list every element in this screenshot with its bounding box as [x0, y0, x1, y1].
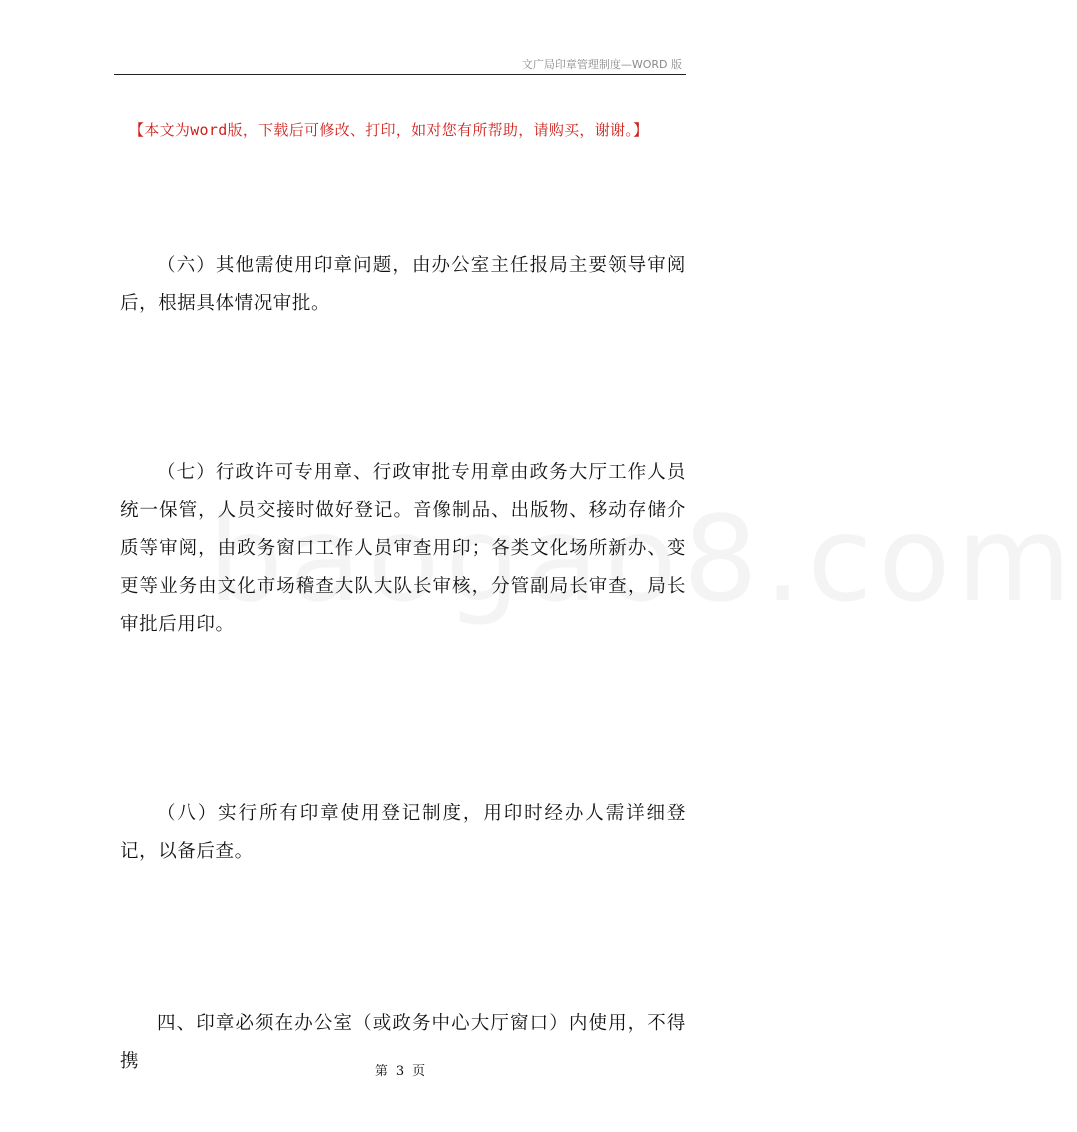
paragraph-item-6: （六）其他需使用印章问题，由办公室主任报局主要领导审阅后，根据具体情况审批。	[120, 255, 686, 314]
page-number: 3	[395, 1064, 405, 1079]
header-title: 文广局印章管理制度—WORD 版	[521, 58, 682, 71]
paragraph-section-4: 四、印章必须在办公室（或政务中心大厅窗口）内使用，不得携	[120, 1013, 686, 1072]
page-footer	[0, 1060, 800, 1079]
footer-prefix: 第	[374, 1064, 388, 1079]
paragraph-item-7: （七）行政许可专用章、行政审批专用章由政务大厅工作人员统一保管，人员交接时做好登记。音像制品、出版物、移动存储介质等审阅，由政务窗口工作人员审查用印；各类文化场所新办、变更等业务由文化市场稽查大队大队长审核，分管副局长审查，局长审批后用印。	[120, 462, 686, 635]
purchase-notice: 【本文为word版，下载后可修改、打印，如对您有所帮助，请购买，谢谢。】	[129, 121, 649, 139]
footer-suffix: 页	[412, 1064, 426, 1079]
paragraph-item-8: （八）实行所有印章使用登记制度，用印时经办人需详细登记，以备后查。	[120, 803, 686, 862]
header-divider	[114, 74, 686, 75]
